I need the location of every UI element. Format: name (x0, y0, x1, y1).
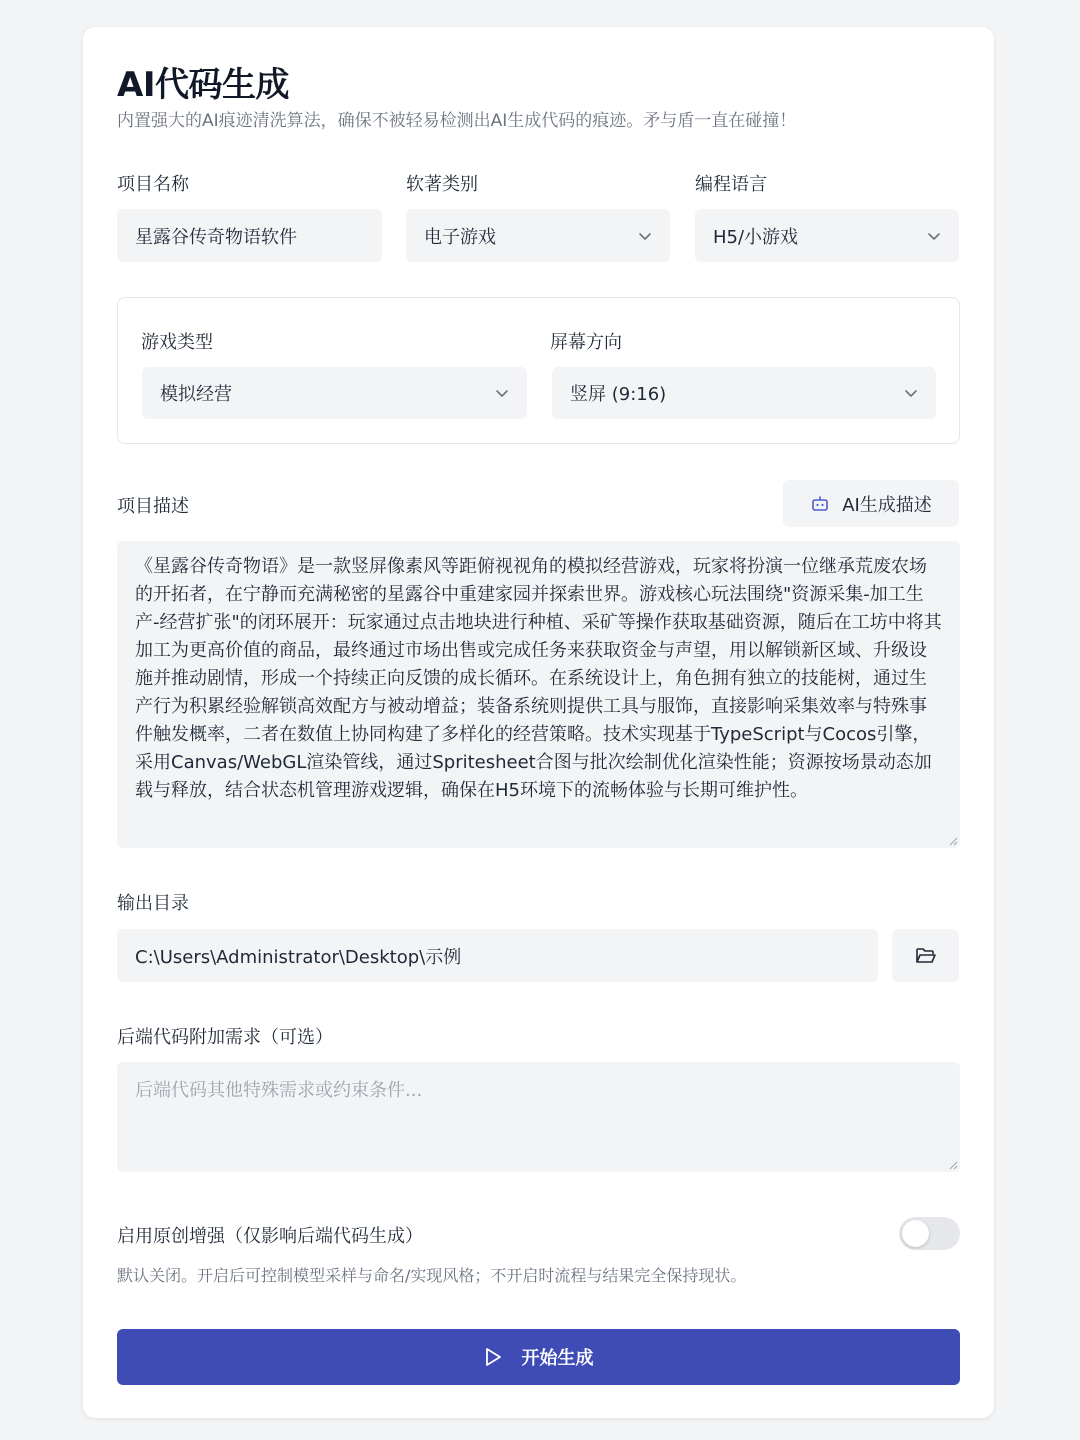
toggle-knob (902, 1220, 929, 1247)
page-title: AI代码生成 (117, 65, 289, 105)
screen-orientation-value: 竖屏 (9:16) (570, 384, 667, 405)
ai-generate-description-label: AI生成描述 (842, 494, 932, 516)
output-dir-value: C:\Users\Administrator\Desktop\示例 (135, 946, 462, 968)
robot-icon (810, 494, 830, 514)
folder-open-icon (915, 946, 937, 966)
output-dir-label: 输出目录 (117, 893, 189, 914)
programming-language-select[interactable] (695, 209, 959, 262)
start-generate-label: 开始生成 (521, 1348, 594, 1369)
start-generate-button[interactable] (117, 1329, 960, 1385)
game-type-select[interactable] (142, 367, 527, 419)
screen-orientation-select[interactable] (552, 367, 936, 419)
programming-language-label: 编程语言 (695, 174, 767, 195)
description-label: 项目描述 (117, 496, 189, 517)
chevron-down-icon (904, 386, 918, 400)
copyright-category-label: 软著类别 (406, 174, 478, 195)
game-options-group (117, 297, 960, 444)
game-type-value: 模拟经营 (160, 384, 232, 405)
description-textarea[interactable] (117, 541, 960, 848)
game-type-label: 游戏类型 (141, 332, 213, 353)
resize-handle-icon[interactable] (948, 1160, 958, 1170)
originality-hint: 默认关闭。开启后可控制模型采样与命名/实现风格；不开启时流程与结果完全保持现状。 (117, 1266, 747, 1285)
backend-extra-placeholder: 后端代码其他特殊需求或约束条件... (135, 1080, 423, 1101)
copyright-category-value: 电子游戏 (424, 226, 496, 248)
originality-label: 启用原创增强（仅影响后端代码生成） (117, 1226, 423, 1247)
project-name-value: 星露谷传奇物语软件 (135, 226, 297, 248)
backend-extra-textarea[interactable] (117, 1062, 960, 1172)
main-card (83, 27, 994, 1418)
browse-folder-button[interactable] (892, 929, 959, 982)
screen-orientation-label: 屏幕方向 (550, 332, 622, 353)
chevron-down-icon (927, 229, 941, 243)
ai-generate-description-button[interactable] (783, 480, 959, 527)
page-subtitle: 内置强大的AI痕迹清洗算法，确保不被轻易检测出AI生成代码的痕迹。矛与盾一直在碰撞！ (117, 111, 797, 131)
copyright-category-select[interactable] (406, 209, 670, 262)
programming-language-value: H5/小游戏 (713, 226, 799, 248)
resize-handle-icon[interactable] (948, 836, 958, 846)
originality-toggle[interactable] (899, 1217, 960, 1250)
chevron-down-icon (495, 386, 509, 400)
backend-extra-label: 后端代码附加需求（可选） (117, 1027, 333, 1048)
description-text: 《星露谷传奇物语》是一款竖屏像素风等距俯视视角的模拟经营游戏，玩家将扮演一位继承荒废农场的开拓者，在宁静而充满秘密的星露谷中重建家园并探索世界。游戏核心玩法围绕"资源采集-加工生产-经营扩张"的闭环展开：玩家通过点击地块进行种植、采矿等操作获取基础资源，随后在工坊中将其加工为更高价值的商品，最终通过市场出售或完成任务来获取资金与声望，用以解锁新区域、升级设施并推动剧情，形成一个持续正向反馈的成长循环。在系统设计上，角色拥有独立的技能树，通过生产行为积累经验解锁高效配方与被动增益；装备系统则提供工具与服饰，直接影响采集效率与特殊事件触发概率，二者在数值上协同构建了多样化的经营策略。技术实现基于TypeScript与Cocos引擎，采用Canvas/WebGL渲染管线，通过Spritesheet合图与批次绘制优化渲染性能；资源按场景动态加载与释放，结合状态机管理游戏逻辑，确保在H5环境下的流畅体验与长期可维护性。 (135, 556, 942, 801)
project-name-label: 项目名称 (117, 174, 189, 195)
chevron-down-icon (638, 229, 652, 243)
play-icon (484, 1347, 502, 1367)
project-name-input[interactable] (117, 209, 382, 262)
output-dir-input[interactable] (117, 929, 878, 982)
